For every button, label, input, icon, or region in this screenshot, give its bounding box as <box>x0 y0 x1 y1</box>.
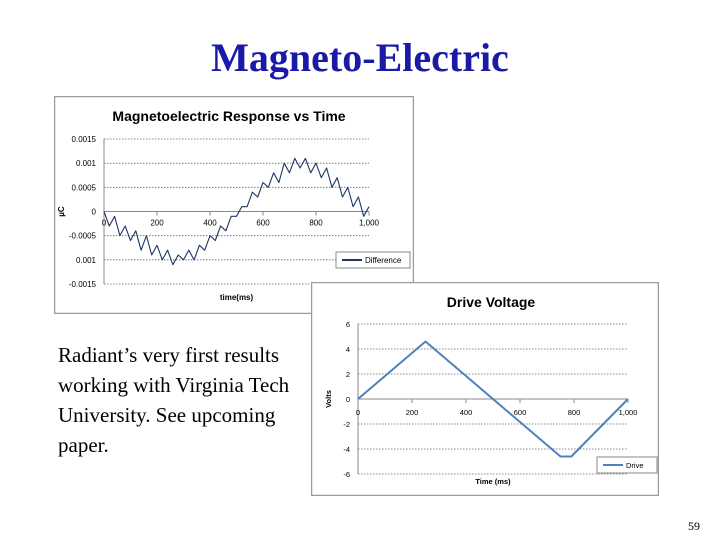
x-tick-label: 800 <box>567 408 581 417</box>
x-tick-label: 1,000 <box>358 218 380 228</box>
y-tick-label: 0 <box>345 395 350 404</box>
chart-border <box>55 97 414 314</box>
x-tick-label: 0 <box>101 218 107 228</box>
x-tick-label: 200 <box>405 408 419 417</box>
y-tick-label: 4 <box>345 345 350 354</box>
y-axis-label: Volts <box>324 390 333 408</box>
x-tick-label: 600 <box>513 408 527 417</box>
y-tick-label: 0 <box>91 207 96 217</box>
x-axis-label: Time (ms) <box>475 477 511 486</box>
y-tick-label: -0.0005 <box>68 231 96 241</box>
chart-title: Magnetoelectric Response vs Time <box>112 108 346 124</box>
y-tick-label: 0.001 <box>75 255 96 265</box>
x-tick-label: 0 <box>355 408 361 417</box>
y-tick-label: -4 <box>343 445 350 454</box>
body-text: Radiant’s very first results working with Virginia Tech University. See upcoming paper. <box>58 343 290 457</box>
y-tick-label: 6 <box>345 320 350 329</box>
y-tick-label: -0.0015 <box>68 280 96 289</box>
drive-voltage-chart <box>311 282 659 496</box>
legend-label: Drive <box>626 461 644 470</box>
page-number: 59 <box>688 519 700 533</box>
x-tick-label: 600 <box>256 218 270 228</box>
y-tick-label: 0.0005 <box>71 183 96 193</box>
y-tick-label: 0.0015 <box>71 135 96 144</box>
legend-label: Difference <box>365 256 402 265</box>
x-tick-label: 400 <box>459 408 473 417</box>
slide-title: Magneto-Electric <box>211 35 509 80</box>
chart-svg <box>311 282 659 496</box>
y-tick-label: 0.001 <box>75 159 96 169</box>
x-tick-label: 1,000 <box>618 408 638 417</box>
x-tick-label: 800 <box>309 218 323 228</box>
x-tick-label: 400 <box>203 218 217 228</box>
y-tick-label: -6 <box>343 470 350 479</box>
x-axis-label: time(ms) <box>219 293 254 302</box>
x-tick-label: 200 <box>150 218 164 228</box>
y-tick-label: -2 <box>343 420 350 429</box>
chart-title: Drive Voltage <box>446 294 536 310</box>
y-tick-label: 2 <box>345 370 350 379</box>
y-axis-label: µC <box>57 206 66 217</box>
